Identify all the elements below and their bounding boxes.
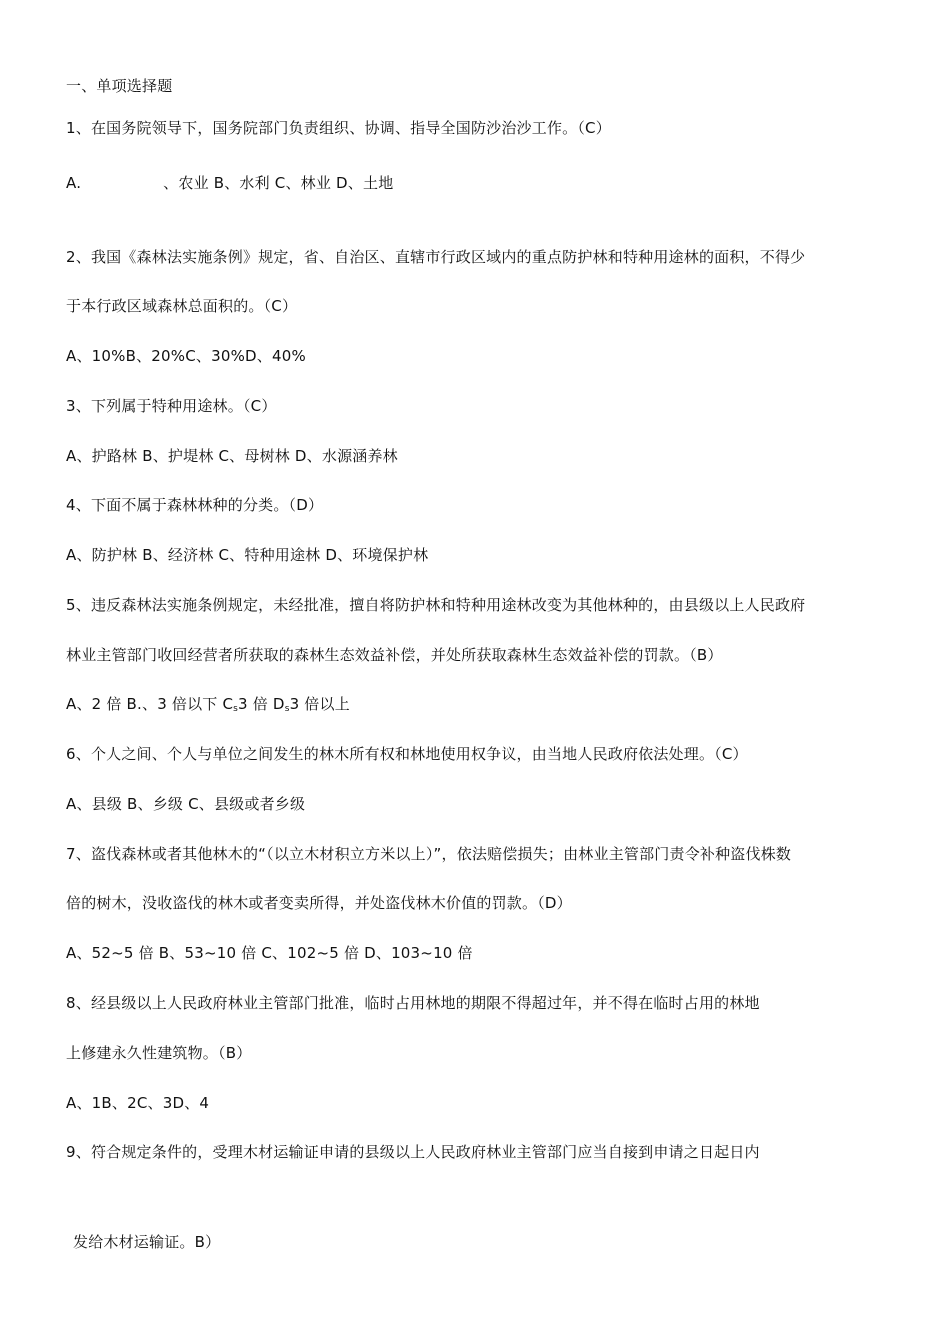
question-5-options — [66, 694, 350, 719]
question-5-stem-line-1: 5、违反森林法实施条例规定，未经批准，擅自将防护林和特种用途林改变为其他林种的，由县级以上人民政府 — [66, 596, 806, 614]
question-6-stem: 6、个人之间、个人与单位之间发生的林木所有权和林地使用权争议，由当地人民政府依法处理。（C） — [66, 745, 748, 763]
question-2-stem-line-1: 2、我国《森林法实施条例》规定，省、自治区、直辖市行政区域内的重点防护林和特种用途林的面积，不得少 — [66, 248, 806, 266]
question-5-options-part-3: 3 倍以上 — [289, 695, 350, 713]
question-8-stem-line-2: 上修建永久性建筑物。（B） — [66, 1044, 252, 1062]
question-1-stem: 1、在国务院领导下，国务院部门负责组织、协调、指导全国防沙治沙工作。（C） — [66, 119, 611, 137]
question-6-options: A、县级 B、乡级 C、县级或者乡级 — [66, 795, 306, 813]
question-5-options-part-2: 3 倍 D — [238, 695, 285, 713]
question-5-options-part-1: A、2 倍 B.、3 倍以下 C — [66, 695, 234, 713]
question-9-stem-line-1: 9、符合规定条件的，受理木材运输证申请的县级以上人民政府林业主管部门应当自接到申请之日起日内 — [66, 1143, 760, 1161]
question-4-stem: 4、下面不属于森林林种的分类。（D） — [66, 496, 324, 514]
question-8-stem-line-1: 8、经县级以上人民政府林业主管部门批准，临时占用林地的期限不得超过年，并不得在临时占用的林地 — [66, 994, 760, 1012]
question-5-options-sub-2: s — [284, 704, 290, 714]
question-7-stem-line-1: 7、盗伐森林或者其他林木的“（以立木材积立方米以上）”，依法赔偿损失；由林业主管部门责令补种盗伐株数 — [66, 845, 792, 863]
question-7-options: A、52~5 倍 B、53~10 倍 C、102~5 倍 D、103~10 倍 — [66, 944, 473, 962]
question-3-stem: 3、下列属于特种用途林。（C） — [66, 397, 277, 415]
question-4-options: A、防护林 B、经济林 C、特种用途林 D、环境保护林 — [66, 546, 429, 564]
question-1-options-rest: 、农业 B、水利 C、林业 D、土地 — [163, 174, 394, 192]
question-7-stem-line-2: 倍的树木，没收盗伐的林木或者变卖所得，并处盗伐林木价值的罚款。（D） — [66, 894, 572, 912]
question-1-options — [66, 173, 393, 193]
question-9-stem-line-2: 发给木材运输证。B） — [73, 1233, 221, 1251]
question-5-options-sub-1: s — [233, 704, 239, 714]
section-title: 一、单项选择题 — [66, 77, 173, 95]
question-2-options: A、10%B、20%C、30%D、40% — [66, 347, 306, 365]
question-1-options-prefix: A. — [66, 174, 82, 192]
question-8-options: A、1B、2C、3D、4 — [66, 1094, 210, 1112]
question-5-stem-line-2: 林业主管部门收回经营者所获取的森林生态效益补偿，并处所获取森林生态效益补偿的罚款。（B） — [66, 646, 723, 664]
question-2-stem-line-2: 于本行政区域森林总面积的。（C） — [66, 297, 298, 315]
question-3-options: A、护路林 B、护堤林 C、母树林 D、水源涵养林 — [66, 447, 398, 465]
